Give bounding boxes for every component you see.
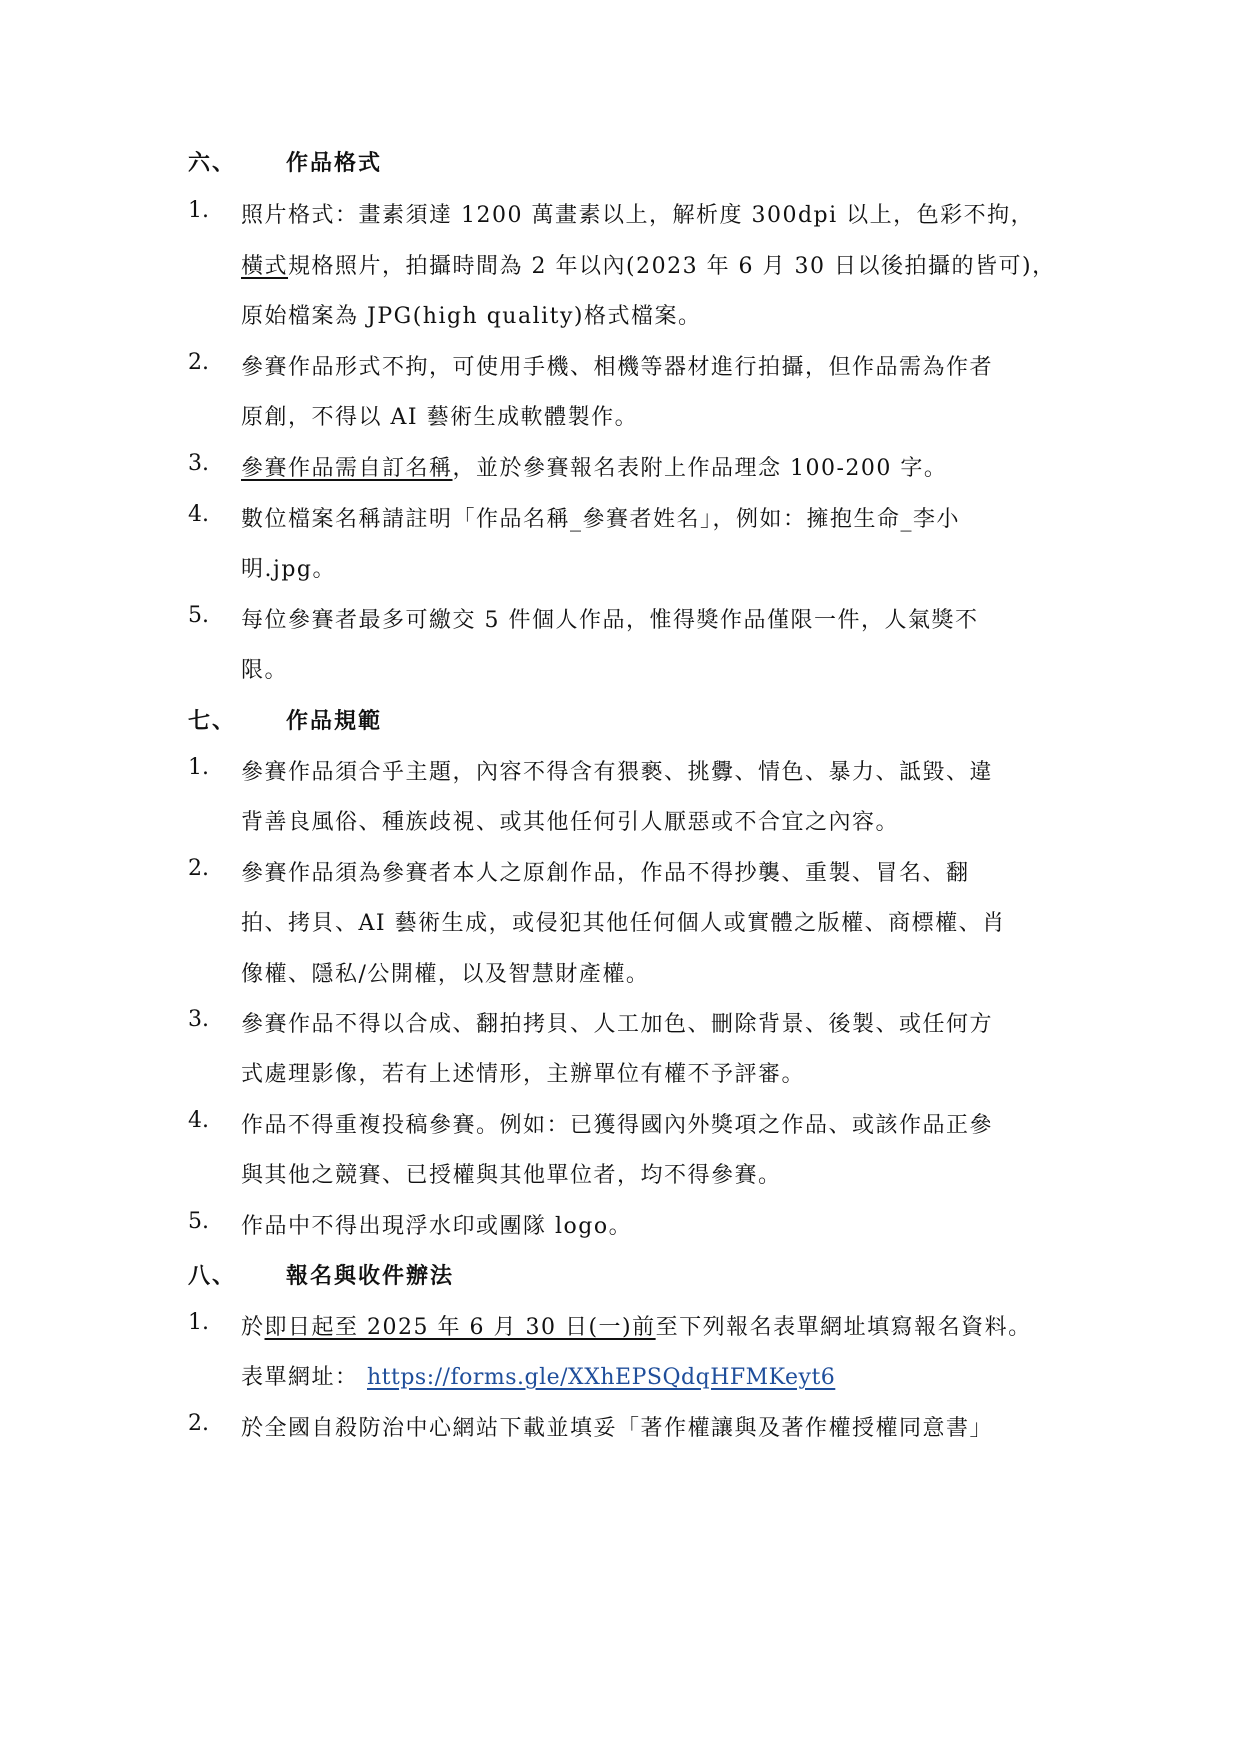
item-text-line: 每位參賽者最多可繳交 5 件個人作品，惟得獎作品僅限一件，人氣獎不: [241, 608, 979, 633]
item-number: 2.: [188, 350, 209, 375]
item-text-line: 照片格式：畫素須達 1200 萬畫素以上，解析度 300dpi 以上，色彩不拘，: [241, 203, 1035, 228]
item-text-line: 作品中不得出現浮水印或團隊 logo。: [241, 1214, 633, 1239]
item-text-line: 限。: [241, 658, 289, 683]
section-title: 作品規範: [286, 708, 383, 734]
item-number: 1.: [188, 198, 209, 223]
item-number: 5.: [188, 603, 209, 628]
item-text-line: 與其他之競賽、已授權與其他單位者，均不得參賽。: [241, 1163, 782, 1188]
item-text-line: 式處理影像，若有上述情形，主辦單位有權不予評審。: [241, 1062, 806, 1087]
section-number: 六、: [188, 150, 237, 176]
item-text-line: 原始檔案為 JPG(high quality)格式檔案。: [241, 304, 702, 329]
underlined-text: 橫式: [241, 254, 289, 279]
item-number: 4.: [188, 502, 209, 527]
item-text-line: 明.jpg。: [241, 557, 336, 582]
item-text-line: 作品不得重複投稿參賽。例如：已獲得國內外獎項之作品、或該作品正參: [241, 1113, 994, 1138]
item-text-line: 參賽作品不得以合成、翻拍拷貝、人工加色、刪除背景、後製、或任何方: [241, 1012, 994, 1037]
item-number: 3.: [188, 451, 209, 476]
item-text-line: 於即日起至 2025 年 6 月 30 日(一)前至下列報名表單網址填寫報名資料。: [241, 1315, 1032, 1340]
section-title: 報名與收件辦法: [286, 1263, 455, 1289]
deadline-text: 即日起至 2025 年 6 月 30 日(一)前: [264, 1315, 656, 1340]
item-number: 5.: [188, 1209, 209, 1234]
item-text-line: 參賽作品需自訂名稱，並於參賽報名表附上作品理念 100-200 字。: [241, 456, 948, 481]
item-number: 3.: [188, 1007, 209, 1032]
item-number: 2.: [188, 1411, 209, 1436]
form-url-link[interactable]: https://forms.gle/XXhEPSQdqHFMKeyt6: [367, 1365, 836, 1390]
item-number: 1.: [188, 755, 209, 780]
item-number: 2.: [188, 856, 209, 881]
section-title: 作品格式: [286, 150, 383, 176]
item-number: 1.: [188, 1310, 209, 1335]
item-number: 4.: [188, 1108, 209, 1133]
item-text-line: 原創，不得以 AI 藝術生成軟體製作。: [241, 405, 639, 430]
item-text-line: 於全國自殺防治中心網站下載並填妥「著作權讓與及著作權授權同意書」: [241, 1416, 994, 1441]
item-text-line: 拍、拷貝、AI 藝術生成，或侵犯其他任何個人或實體之版權、商標權、肖: [241, 911, 1006, 936]
item-text-line: 參賽作品須為參賽者本人之原創作品，作品不得抄襲、重製、冒名、翻: [241, 861, 970, 886]
section-number: 八、: [188, 1263, 237, 1289]
item-text-line: 背善良風俗、種族歧視、或其他任何引人厭惡或不合宜之內容。: [241, 810, 900, 835]
item-text-line: [241, 1360, 835, 1391]
section-heading: [188, 704, 382, 735]
item-text-line: 數位檔案名稱請註明「作品名稱_參賽者姓名」，例如：擁抱生命_李小: [241, 507, 961, 532]
item-text-line: 像權、隱私/公開權，以及智慧財產權。: [241, 962, 650, 987]
section-heading: [188, 146, 382, 177]
underlined-text: 參賽作品需自訂名稱: [241, 456, 453, 481]
form-url-label: 表單網址：: [241, 1365, 367, 1390]
item-text-line: 橫式規格照片，拍攝時間為 2 年以內(2023 年 6 月 30 日以後拍攝的皆可)，: [241, 254, 1056, 279]
section-heading: [188, 1259, 454, 1290]
section-number: 七、: [188, 708, 237, 734]
item-text-line: 參賽作品形式不拘，可使用手機、相機等器材進行拍攝，但作品需為作者: [241, 355, 994, 380]
item-text-line: 參賽作品須合乎主題，內容不得含有猥褻、挑釁、情色、暴力、詆毀、違: [241, 760, 994, 785]
